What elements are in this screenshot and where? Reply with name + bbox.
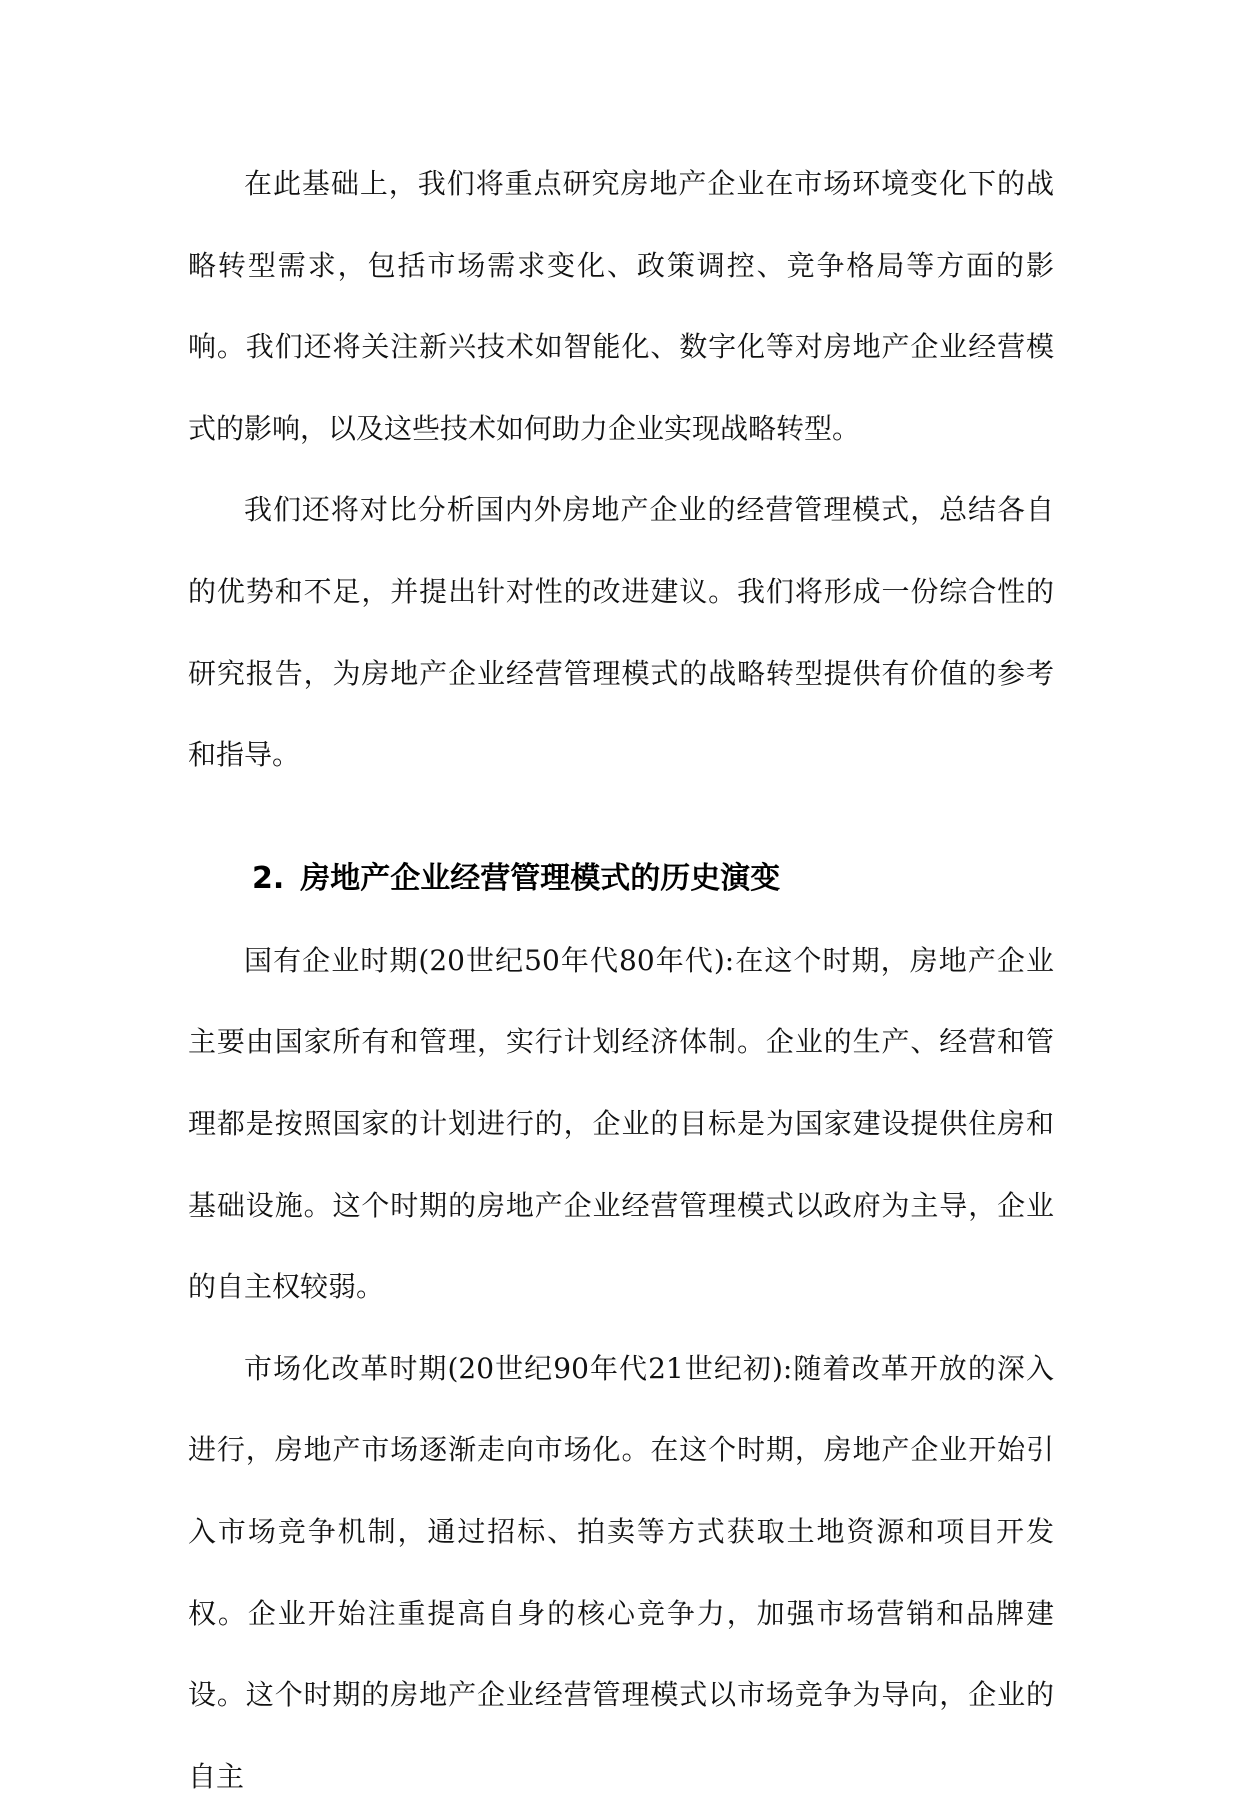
paragraph-research-focus: 在此基础上，我们将重点研究房地产企业在市场环境变化下的战略转型需求，包括市场需求变化、政策调控、竞争格局等方面的影响。我们还将关注新兴技术如智能化、数字化等对房地产企业经营模式的影响，以及这些技术如何助力企业实现战略转型。 — [188, 167, 1054, 445]
paragraph-market-reform-period: 市场化改革时期(20世纪90年代21世纪初):随着改革开放的深入进行，房地产市场逐渐走向市场化。在这个时期，房地产企业开始引入市场竞争机制，通过招标、拍卖等方式获取土地资源和项目开发权。企业开始注重提高自身的核心竞争力，加强市场营销和品牌建设。这个时期的房地产企业经营管理模式以市场竞争为导向，企业的自主 — [188, 1351, 1054, 1793]
section-number: 2. — [252, 860, 285, 896]
paragraph-state-owned-period: 国有企业时期(20世纪50年代80年代):在这个时期，房地产企业主要由国家所有和管理，实行计划经济体制。企业的生产、经营和管理都是按照国家的计划进行的，企业的目标是为国家建设提供住房和基础设施。这个时期的房地产企业经营管理模式以政府为主导，企业的自主权较弱。 — [188, 943, 1054, 1304]
document-body — [188, 143, 1054, 1817]
section-title: 房地产企业经营管理模式的历史演变 — [300, 860, 781, 896]
paragraph-comparative-analysis: 我们还将对比分析国内外房地产企业的经营管理模式，总结各自的优势和不足，并提出针对性的改进建议。我们将形成一份综合性的研究报告，为房地产企业经营管理模式的战略转型提供有价值的参考和指导。 — [188, 493, 1054, 772]
section-heading — [188, 838, 1054, 920]
